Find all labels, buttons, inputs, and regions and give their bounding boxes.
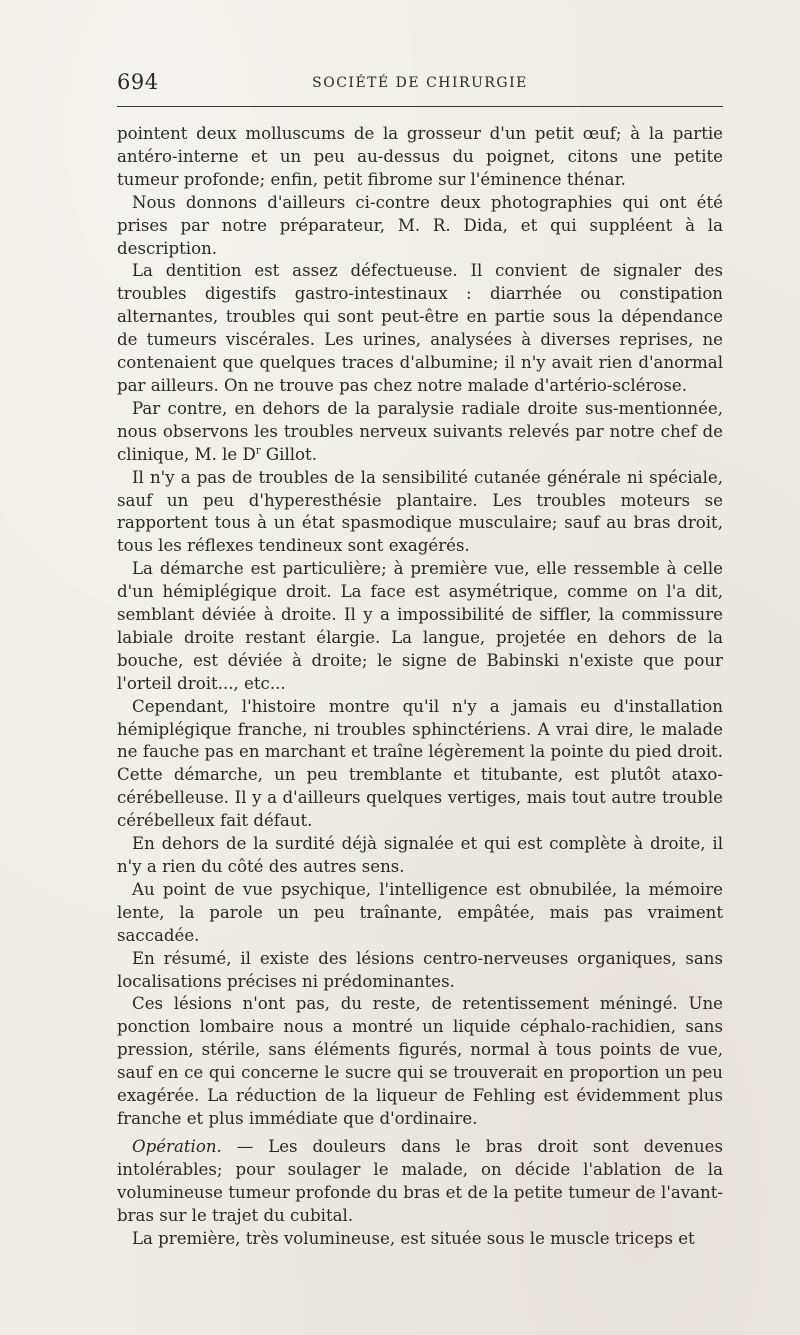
running-head: SOCIÉTÉ DE CHIRURGIE (312, 75, 528, 91)
section-label: Opération. (132, 1136, 222, 1156)
paragraph (117, 398, 723, 467)
superscript: r (255, 445, 261, 457)
paragraph: La dentition est assez défectueuse. Il convient de signaler des troubles digestifs gastro-intestinaux : diarrhée ou constipation alternantes, troubles qui sont peut-être en partie sous la dépendance de tumeurs viscérales. Les urines, analysées à diverses reprises, ne contenaient que quelques traces d'albumine; il n'y avait rien d'anormal par ailleurs. On ne trouve pas chez notre malade d'artério-sclérose. (117, 261, 723, 395)
header-rule (117, 106, 723, 107)
paragraph: Au point de vue psychique, l'intelligence est obnubilée, la mémoire lente, la parole un peu traînante, empâtée, mais pas vraiment saccadée. (117, 879, 723, 945)
paragraph-text: Gillot. (260, 444, 317, 464)
paragraph: La démarche est particulière; à première vue, elle ressemble à celle d'un hémiplégique droit. La face est asymétrique, comme on l'a dit, semblant déviée à droite. Il y a impossibilité de siffler, la commissure labiale droite restant élargie. La langue, projetée en dehors de la bouche, est déviée à droite; le signe de Babinski n'existe que pour l'orteil droit..., etc... (117, 559, 723, 693)
body-text (117, 123, 723, 1250)
paragraph: Ces lésions n'ont pas, du reste, de retentissement méningé. Une ponction lombaire nous a montré un liquide céphalo-rachidien, sans pression, stérile, sans éléments figurés, normal à tous points de vue, sauf en ce qui concerne le sucre qui se trouverait en proportion un peu exagérée. La réduction de la liqueur de Fehling est évidemment plus franche et plus immédiate que d'ordinaire. (117, 994, 723, 1128)
paragraph (117, 1136, 723, 1228)
paragraph-text: Par contre, en dehors de la paralysie radiale droite sus-mentionnée, nous observons les troubles nerveux suivants relevés par notre chef de clinique, M. le D (117, 398, 723, 464)
paragraph: pointent deux molluscums de la grosseur d'un petit œuf; à la partie antéro-interne et un peu au-dessus du poignet, citons une petite tumeur profonde; enfin, petit fibrome sur l'éminence thénar. (117, 124, 723, 189)
paragraph: Nous donnons d'ailleurs ci-contre deux photographies qui ont été prises par notre préparateur, M. R. Dida, et qui suppléent à la description. (117, 192, 723, 258)
paragraph: En résumé, il existe des lésions centro-nerveuses organiques, sans localisations précises ni prédominantes. (117, 948, 723, 991)
paragraph: Cependant, l'histoire montre qu'il n'y a jamais eu d'installation hémiplégique franche, ni troubles sphinctériens. A vrai dire, le malade ne fauche pas en marchant et traîne légèrement la pointe du pied droit. Cette démarche, un peu tremblante et titubante, est plutôt ataxo-cérébelleuse. Il y a d'ailleurs quelques vertiges, mais tout autre trouble cérébelleux fait défaut. (117, 696, 723, 831)
page-number: 694 (117, 70, 159, 94)
paragraph: Il n'y a pas de troubles de la sensibilité cutanée générale ni spéciale, sauf un peu d'hyperesthésie plantaire. Les troubles moteurs se rapportent tous à un état spasmodique musculaire; sauf au bras droit, tous les réflexes tendineux sont exagérés. (117, 467, 723, 556)
page-header (117, 70, 723, 98)
paragraph-text: — Les douleurs dans le bras droit sont devenues intolérables; pour soulager le malade, on décide l'ablation de la volumineuse tumeur profonde du bras et de la petite tumeur de l'avant-bras sur le trajet du cubital. (117, 1136, 723, 1225)
paragraph: La première, très volumineuse, est située sous le muscle triceps et (132, 1228, 695, 1248)
paragraph: En dehors de la surdité déjà signalée et qui est complète à droite, il n'y a rien du côté des autres sens. (117, 834, 723, 876)
